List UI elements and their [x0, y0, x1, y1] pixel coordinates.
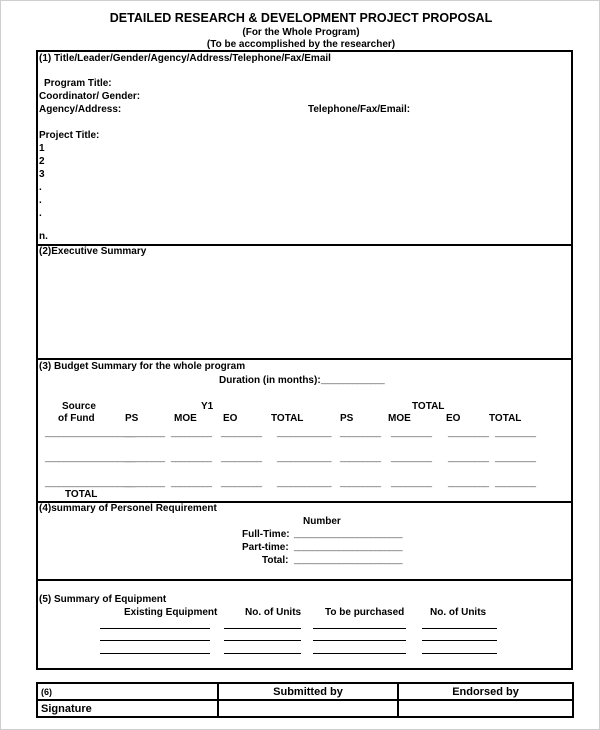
endorsed-by-header: Endorsed by: [398, 683, 573, 700]
signature-table: [36, 682, 574, 718]
number-header: Number: [303, 516, 341, 527]
budget-blank: _________: [448, 452, 489, 462]
units-purchased-header: No. of Units: [430, 607, 487, 618]
equipment-blank-line: [422, 653, 497, 654]
document-subtitle-program: (For the Whole Program): [242, 27, 360, 38]
coordinator-gender-label: Coordinator/ Gender:: [39, 91, 141, 102]
project-item: 1: [39, 143, 45, 154]
program-title-label: Program Title:: [44, 78, 112, 89]
budget-total-row-label: TOTAL: [65, 489, 98, 500]
section-personnel-requirement: [36, 501, 573, 581]
total-group-header: TOTAL: [412, 401, 445, 412]
equipment-blank-line: [224, 628, 301, 629]
equipment-blank-line: [313, 640, 406, 641]
part-time-blank: ________________________: [294, 541, 403, 551]
budget-blank: _________: [448, 477, 489, 487]
to-be-purchased-header: To be purchased: [325, 607, 405, 618]
budget-blank: _________: [448, 427, 489, 437]
ps-header: PS: [125, 413, 139, 424]
full-time-label: Full-Time:: [242, 529, 290, 540]
budget-blank: _________: [124, 452, 165, 462]
units-existing-header: No. of Units: [245, 607, 302, 618]
submitted-signature-cell[interactable]: [218, 700, 398, 717]
section-title-leader: [36, 50, 573, 246]
equipment-blank-line: [313, 653, 406, 654]
telephone-fax-email-label: Telephone/Fax/Email:: [308, 104, 411, 115]
y1-header: Y1: [201, 401, 214, 412]
project-item: 3: [39, 169, 45, 180]
project-title-label: Project Title:: [39, 130, 100, 141]
existing-equipment-header: Existing Equipment: [124, 607, 218, 618]
project-item: 2: [39, 156, 45, 167]
section-executive-summary: [36, 244, 573, 360]
project-item: .: [39, 182, 42, 193]
budget-blank: ____________________: [45, 427, 136, 437]
section1-heading: (1) Title/Leader/Gender/Agency/Address/Telephone/Fax/Email: [39, 53, 331, 64]
moe-header: MOE: [174, 413, 197, 424]
budget-blank: _________: [495, 427, 536, 437]
budget-blank: ____________: [277, 477, 332, 487]
of-fund-header: of Fund: [58, 413, 95, 424]
equipment-blank-line: [313, 628, 406, 629]
full-time-blank: ________________________: [294, 528, 403, 538]
budget-blank: ____________: [277, 427, 332, 437]
ps-total-header: PS: [340, 413, 354, 424]
section-budget-summary: [36, 358, 573, 503]
source-header: Source: [62, 401, 96, 412]
budget-blank: _________: [221, 477, 262, 487]
eo-header: EO: [223, 413, 238, 424]
section-equipment: [36, 579, 573, 670]
section5-heading: (5) Summary of Equipment: [39, 594, 167, 605]
equipment-blank-line: [422, 640, 497, 641]
total-personnel-blank: ________________________: [294, 554, 403, 564]
duration-blank: ______________: [321, 374, 385, 384]
budget-blank: _________: [221, 427, 262, 437]
grand-total-header: TOTAL: [489, 413, 522, 424]
moe-total-header: MOE: [388, 413, 411, 424]
eo-total-header: EO: [446, 413, 461, 424]
document-title: DETAILED RESEARCH & DEVELOPMENT PROJECT PROPOSAL: [109, 11, 493, 25]
equipment-blank-line: [224, 640, 301, 641]
total-header: TOTAL: [271, 413, 304, 424]
submitted-by-header: Submitted by: [218, 683, 398, 700]
equipment-blank-line: [224, 653, 301, 654]
budget-blank: ____________________: [45, 452, 136, 462]
budget-blank: _________: [171, 427, 212, 437]
part-time-label: Part-time:: [242, 542, 289, 553]
project-item: n.: [39, 231, 48, 242]
total-personnel-label: Total:: [262, 555, 289, 566]
project-item: .: [39, 208, 42, 219]
equipment-blank-line: [100, 640, 210, 641]
budget-blank: _________: [124, 427, 165, 437]
document-subtitle-researcher: (To be accomplished by the researcher): [206, 39, 396, 50]
equipment-blank-line: [422, 628, 497, 629]
project-item: .: [39, 195, 42, 206]
budget-blank: _________: [340, 452, 381, 462]
equipment-blank-line: [100, 653, 210, 654]
budget-blank: ____________________: [45, 477, 136, 487]
budget-blank: _________: [171, 477, 212, 487]
signature-label: Signature: [37, 700, 218, 717]
budget-blank: _________: [171, 452, 212, 462]
agency-address-label: Agency/Address:: [39, 104, 122, 115]
budget-blank: ____________: [277, 452, 332, 462]
budget-blank: _________: [391, 427, 432, 437]
budget-blank: _________: [124, 477, 165, 487]
section2-heading: (2)Executive Summary: [39, 246, 147, 257]
budget-blank: _________: [495, 477, 536, 487]
budget-blank: _________: [495, 452, 536, 462]
budget-blank: _________: [391, 452, 432, 462]
section4-heading: (4)summary of Personel Requirement: [39, 503, 217, 514]
budget-blank: _________: [340, 477, 381, 487]
section3-heading: (3) Budget Summary for the whole program: [39, 361, 246, 372]
equipment-blank-line: [100, 628, 210, 629]
endorsed-signature-cell[interactable]: [398, 700, 573, 717]
budget-blank: _________: [391, 477, 432, 487]
duration-label: Duration (in months):: [219, 375, 321, 386]
section6-number: (6): [37, 683, 218, 700]
budget-blank: _________: [340, 427, 381, 437]
budget-blank: _________: [221, 452, 262, 462]
